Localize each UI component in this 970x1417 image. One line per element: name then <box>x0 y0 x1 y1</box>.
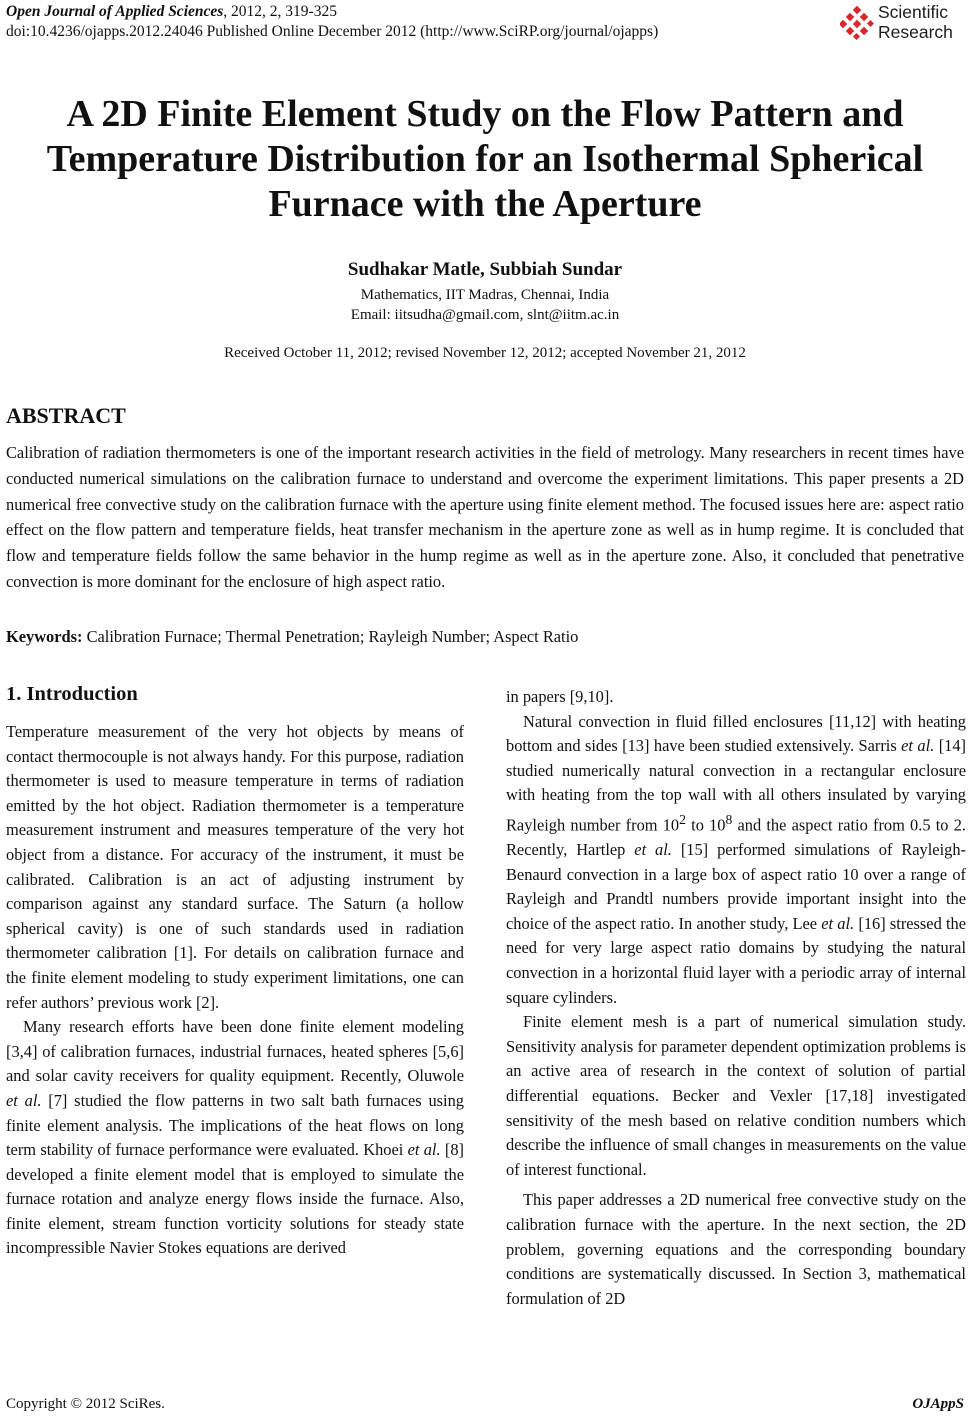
et-al: et al. <box>821 913 855 933</box>
logo-line1: Scientific <box>878 2 949 22</box>
text-run: Natural convection in fluid filled enclosures [11,12] with heating bottom and sides [13] have been studied extensively. Sarris <box>506 711 966 756</box>
text-run: Many research efforts have been done finite element modeling [3,4] of calibration furnaces, industrial furnaces, heated spheres [5,6] and solar cavity receivers for quality equipment. Recently, Oluwole <box>6 1017 464 1086</box>
text-run: [16] stressed the need for very large aspect ratio domains by studying the natural convection in a horizontal fluid layer with a periodic array of internal square cylinders. <box>506 913 967 1007</box>
author-list: Sudhakar Matle, Subbiah Sundar <box>347 259 623 280</box>
text-run: and the aspect ratio from 0.5 to 2. Recently, Hartlep <box>506 815 966 860</box>
text-run: [15] performed simulations of Rayleigh-Benaurd convection in a large box of aspect ratio 10 over a range of Rayleigh and Prandtl numbers provide important insight into the choice of the aspect ratio. In another study, Lee <box>506 840 966 933</box>
journal-citation <box>6 2 658 22</box>
text-run: [7] studied the flow patterns in two salt bath furnaces using finite element analysis. The implications of the heat flows on long term stability of furnace performance were evaluated. Khoei <box>6 1090 464 1160</box>
paragraph: This paper addresses a 2D numerical free convective study on the calibration furnace with the aperture. In the next section, the 2D problem, governing equations and the corresponding boundary conditions are systematically discussed. In Section 3, mathematical formulation of 2D <box>506 1190 966 1308</box>
et-al: et al. <box>407 1140 441 1160</box>
text-run: [14] studied numerically natural convection in a rectangular enclosure with heating from the top wall with all others insulated by varying Rayleigh number from 10 <box>506 736 966 835</box>
journal-abbreviation: OJAppS <box>912 1396 964 1412</box>
citation-volume: , 2012, 2, 319-325 <box>223 3 337 20</box>
affiliation: Mathematics, IIT Madras, Chennai, India <box>360 287 610 303</box>
journal-name: Open Journal of Applied Sciences <box>6 3 224 20</box>
copyright: Copyright © 2012 SciRes. <box>6 1396 165 1412</box>
received-dates: Received October 11, 2012; revised November 12, 2012; accepted November 21, 2012 <box>224 345 746 361</box>
keywords-text: Calibration Furnace; Thermal Penetration; Rayleigh Number; Aspect Ratio <box>82 627 579 646</box>
paper-title <box>0 92 970 227</box>
et-al: et al. <box>901 736 935 756</box>
text-run: [8] developed a finite element model that is employed to simulate the furnace rotation and analyze energy flows inside the furnace. Also, finite element, stream function vorticity solutions for steady state incompressible Navier Stokes equations are derived <box>6 1140 464 1258</box>
doi-line: doi:10.4236/ojapps.2012.24046 Published Online December 2012 (http://www.SciRP.org/journal/ojapps) <box>6 23 659 40</box>
abstract-heading: ABSTRACT <box>6 403 126 428</box>
paragraph: Finite element mesh is a part of numerical simulation study. Sensitivity analysis for parameter dependent optimization problems is an active area of research in the context of solution of partial differential equations. Becker and Vexler [17,18] investigated sensitivity of the mesh based on relative condition numbers which describe the influence of small changes in measurements on the value of interest functional. <box>506 1012 966 1179</box>
superscript: 2 <box>679 811 686 827</box>
section-heading-introduction: 1. Introduction <box>6 683 138 705</box>
keywords-line <box>6 627 578 647</box>
left-column <box>6 720 464 1261</box>
paragraph <box>506 710 966 1011</box>
title-line: Furnace with the Aperture <box>268 183 702 225</box>
paragraph: in papers [9,10]. <box>506 687 614 706</box>
paragraph <box>6 1015 464 1261</box>
logo-line2: Research <box>878 22 953 42</box>
keywords-label: Keywords: <box>6 627 83 646</box>
scirp-logo-icon <box>840 6 874 40</box>
paragraph: Temperature measurement of the very hot objects by means of contact thermocouple is not always handy. For this purpose, radiation thermometer is used to measure temperature in terms of radiation emitted by the hot object. Radiation thermometer is a temperature measurement instrument and measures temperature of the very hot object from a distance. For accuracy of the instrument, it must be calibrated. Calibration is an act of adjusting instrument by comparison against any standard surface. The Saturn (a hollow spherical cavity) is one of such standards used in radiation thermometer calibration [1]. For details on calibration furnace and the finite element modeling to study experiment limitations, one can refer authors’ previous work [2]. <box>6 722 464 1012</box>
affiliation-block <box>0 285 970 325</box>
email-line: Email: iitsudha@gmail.com, slnt@iitm.ac.in <box>350 307 620 323</box>
title-line: A 2D Finite Element Study on the Flow Pattern and <box>66 93 904 135</box>
text-run: to 10 <box>685 815 726 835</box>
abstract-text: Calibration of radiation thermometers is one of the important research activities in the field of metrology. Many researchers in recent times have conducted numerical simulations on the calibration furnace to understand and overcome the experiment limitations. This paper presents a 2D numerical free convective study on the calibration furnace with the aperture using finite element method. The focused issues here are: aspect ratio effect on the flow pattern and temperature fields, heat transfer mechanism in the aperture zone as well as in hump regime. It is concluded that flow and temperature fields follow the same behavior in the hump regime as well as in the aperture zone. Also, it concluded that penetrative convection is more dominant for the enclosure of high aspect ratio. <box>6 443 964 591</box>
publisher-logo <box>840 2 966 46</box>
title-line: Temperature Distribution for an Isothermal Spherical <box>46 138 924 180</box>
logo-wordmark <box>878 2 953 42</box>
right-column <box>506 685 966 1311</box>
et-al: et al. <box>634 840 672 860</box>
running-header <box>6 2 658 42</box>
et-al: et al. <box>6 1090 42 1110</box>
superscript: 8 <box>725 811 733 827</box>
